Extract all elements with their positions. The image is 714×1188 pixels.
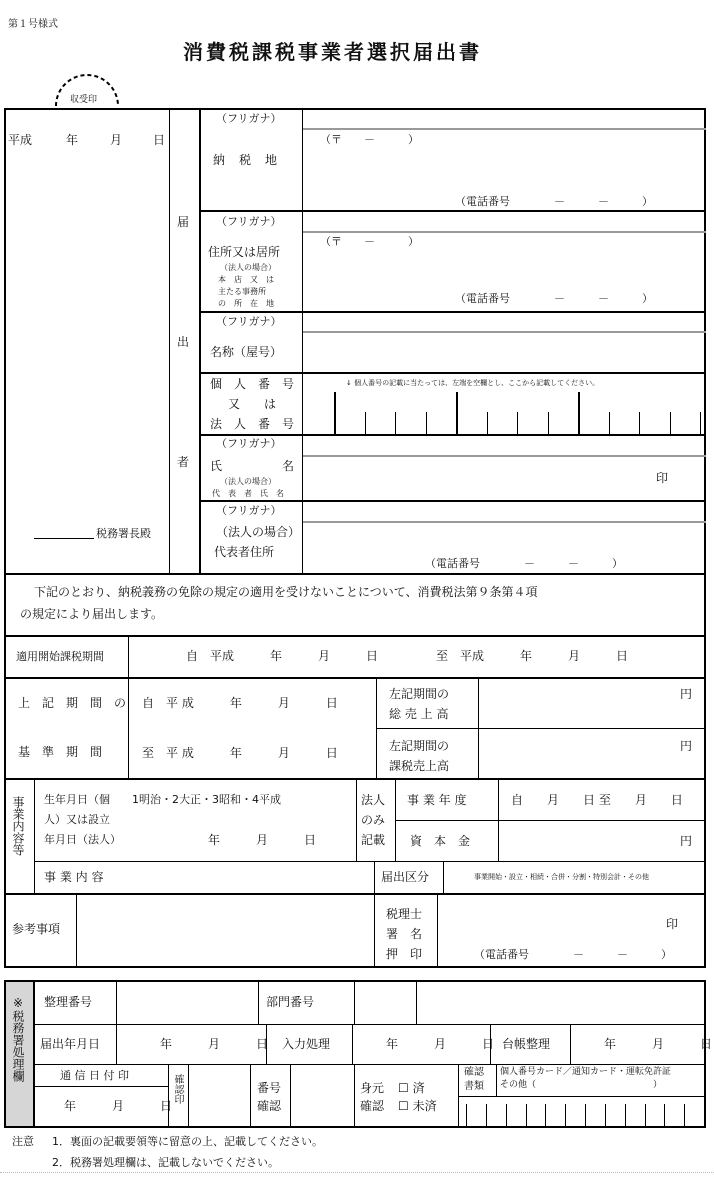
address-phone: （電話番号 － － ） — [455, 292, 653, 305]
statement-line1: 下記のとおり、納税義務の免除の規定の適用を受けないことについて、消費税法第９条第４項 — [34, 585, 538, 599]
id-digit-divider — [670, 412, 671, 434]
id-digit-divider — [487, 412, 488, 434]
business-content-label: 事 業 内 容 — [44, 870, 104, 884]
taxable-sales-label: 課税売上高 — [389, 759, 450, 773]
base-period-to: 至 平 成 年 月 日 — [142, 746, 338, 760]
confirm-seal-label: 確認印 — [172, 1074, 183, 1104]
identity-not-done-checkbox[interactable]: ☐ 未済 — [398, 1099, 437, 1113]
identity-confirm-label: 確認 — [360, 1099, 385, 1113]
period-to: 至 平成 年 月 日 — [436, 649, 629, 663]
rep-address-phone: （電話番号 － － ） — [425, 557, 623, 570]
id-digit-divider — [426, 412, 427, 434]
tax-location-phone: （電話番号 － － ） — [455, 195, 653, 208]
filed-date-label: 届出年月日 — [40, 1037, 101, 1051]
office-digit-divider — [545, 1104, 546, 1126]
filing-category-label: 届出区分 — [381, 870, 430, 884]
number-confirm-label: 確認 — [257, 1099, 282, 1113]
period-from: 自 平成 年 月 日 — [186, 649, 379, 663]
office-digit-divider — [684, 1104, 685, 1126]
id-digit-divider — [639, 412, 640, 434]
period-label: 適用開始課税期間 — [16, 650, 104, 663]
form-number: 第１号様式 — [8, 19, 58, 30]
tax-office-addressee: 税務署長殿 — [96, 527, 151, 540]
office-digit-divider — [526, 1104, 527, 1126]
accountant-phone: （電話番号 － － ） — [474, 948, 672, 961]
total-sales-label: 総 売 上 高 — [389, 707, 449, 721]
birth-date-ymd: 年 月 日 — [208, 833, 317, 847]
tax-form-page: 第１号様式 消費税課税事業者選択届出書 収受印 平成 年 月 日 税務署長殿 届 出 者 （フリガナ） 納 税 地 （〒 － ） （電話番号 － － ） （フリガナ） 住所又は居所 （法人の場合） 本 店 又 は 主たる事務所 の 所 在 地 （〒 － ） （電話番号 － － ） （フリガナ） 名称（屋号） 個 人 番 号 又 は 法 人 番 号 ↓ 個人番号の記載に当たっては、左端を空欄とし、ここから記載してください。 （フリガナ） 氏 名 （法人の場合） 代 表 者 氏 名 印 （フリガナ） （法人の場合） 代表者住所 （電話番号 － － ） 下記のとおり、納税義務の免除の規定の適用を受けないことについて、消費税法第９条第４項 の規定により届出します。 適用開始課税期間 自 平成 年 月 日 至 平成 年 月 日 上 記 期 間 の 基 準 期 間 自 平 成 年 月 日 至 平 成 年 月 日 左記期間の 総 売 上 高 左記期間の 課税売上高 円 円 事業内容等 生年月日（個 人）又は設立 年月日（法人） 1明治・2大正・3昭和・4平成 年 月 日 法人 のみ 記載 事 業 年 度 自 月 日 至 月 日 資 本 金 円 事 業 内 容 届出区分 事業開始・設立・相続・合併・分割・特別会計・その他 参考事項 税理士 署 名 押 印 印 （電話番号 － － ） ※税務署処理欄 整理番号 部門番号 届出年月日 年 月 日 入力処理 年 月 日 台帳整理 年 月 日 通 信 日 付 印 年 月 日 確認印 番号 確認 身元 確認 ☐ 済 ☐ 未済 確認 書類 個人番号カード／通知カード・運転免許証 その他（ ） 注意 1．裏面の記載要領等に留意の上、記載してください。 2．税務署処理欄は、記載しないでください。 — [0, 0, 714, 1188]
era-options: 1明治・2大正・3昭和・4平成 — [132, 793, 281, 806]
office-digit-divider — [466, 1104, 467, 1126]
rep-address-label: 代表者住所 — [214, 545, 275, 559]
furigana-label: （フリガナ） — [216, 112, 282, 125]
id-digit-divider — [456, 392, 458, 434]
office-digit-divider — [565, 1104, 566, 1126]
note-item-2: 2．税務署処理欄は、記載しないでください。 — [52, 1156, 279, 1169]
statement-line2: の規定により届出します。 — [20, 607, 164, 621]
accountant-signature-label: 押 印 — [386, 947, 423, 961]
id-digit-divider — [365, 412, 366, 434]
comm-date-label: 通 信 日 付 印 — [60, 1069, 129, 1082]
id-digit-divider — [548, 412, 549, 434]
fiscal-year-value: 自 月 日 至 月 日 — [511, 793, 683, 807]
furigana-label: （フリガナ） — [216, 437, 282, 450]
id-digit-divider — [517, 412, 518, 434]
date-day: 日 — [153, 133, 166, 147]
id-digit-divider — [578, 392, 580, 434]
ledger-label: 台帳整理 — [502, 1037, 551, 1051]
id-digit-divider — [334, 392, 336, 434]
office-digit-divider — [486, 1104, 487, 1126]
note-item-1: 1．裏面の記載要領等に留意の上、記載してください。 — [52, 1135, 323, 1148]
base-period-from: 自 平 成 年 月 日 — [142, 696, 338, 710]
office-digit-divider — [645, 1104, 646, 1126]
office-digit-divider — [585, 1104, 586, 1126]
id-digit-divider — [395, 412, 396, 434]
ref-number-label: 整理番号 — [44, 995, 93, 1009]
page-title: 消費税課税事業者選択届出書 — [183, 40, 482, 64]
date-month: 月 — [110, 133, 123, 147]
dept-number-label: 部門番号 — [266, 995, 315, 1009]
furigana-label: （フリガナ） — [216, 315, 282, 328]
tax-location-postal: （〒 － ） — [320, 133, 419, 146]
doc-confirm-label: 書類 — [464, 1081, 484, 1092]
remarks-label: 参考事項 — [12, 922, 61, 936]
notes-label: 注意 — [12, 1135, 34, 1148]
identity-done-checkbox[interactable]: ☐ 済 — [398, 1081, 425, 1095]
trade-name-label: 名称（屋号） — [210, 345, 283, 359]
furigana-label: （フリガナ） — [216, 504, 282, 517]
receipt-stamp-label: 収受印 — [70, 95, 98, 105]
office-use-side-label: ※税務署処理欄 — [11, 996, 25, 1082]
furigana-label: （フリガナ） — [216, 215, 282, 228]
business-side-label: 事業内容等 — [11, 796, 25, 856]
date-year: 年 — [66, 133, 79, 147]
tax-location-label: 納 税 地 — [213, 153, 279, 167]
id-digit-divider — [609, 412, 610, 434]
doc-types: 個人番号カード／通知カード・運転免許証 — [500, 1067, 672, 1077]
seal-mark: 印 — [656, 471, 669, 485]
address-label: 住所又は居所 — [208, 245, 281, 259]
id-number-note: ↓ 個人番号の記載に当たっては、左端を空欄とし、ここから記載してください。 — [346, 379, 600, 387]
fiscal-year-label: 事 業 年 度 — [407, 793, 467, 807]
base-period-label: 基 準 期 間 — [18, 745, 103, 759]
office-digit-divider — [506, 1104, 507, 1126]
input-process-label: 入力処理 — [282, 1037, 331, 1051]
office-digit-divider — [625, 1104, 626, 1126]
birth-date-label: 年月日（法人） — [44, 833, 121, 846]
office-digit-divider — [704, 1104, 705, 1126]
id-digit-divider — [700, 412, 701, 434]
date-era: 平成 — [8, 133, 33, 147]
office-digit-divider — [664, 1104, 665, 1126]
address-postal: （〒 － ） — [320, 235, 419, 248]
corporation-only-label: 記載 — [361, 833, 386, 847]
filing-category-options: 事業開始・設立・相続・合併・分割・特別会計・その他 — [474, 873, 649, 881]
capital-label: 資 本 金 — [410, 834, 471, 848]
person-name-label: 氏 名 — [210, 459, 295, 473]
office-digit-divider — [605, 1104, 606, 1126]
